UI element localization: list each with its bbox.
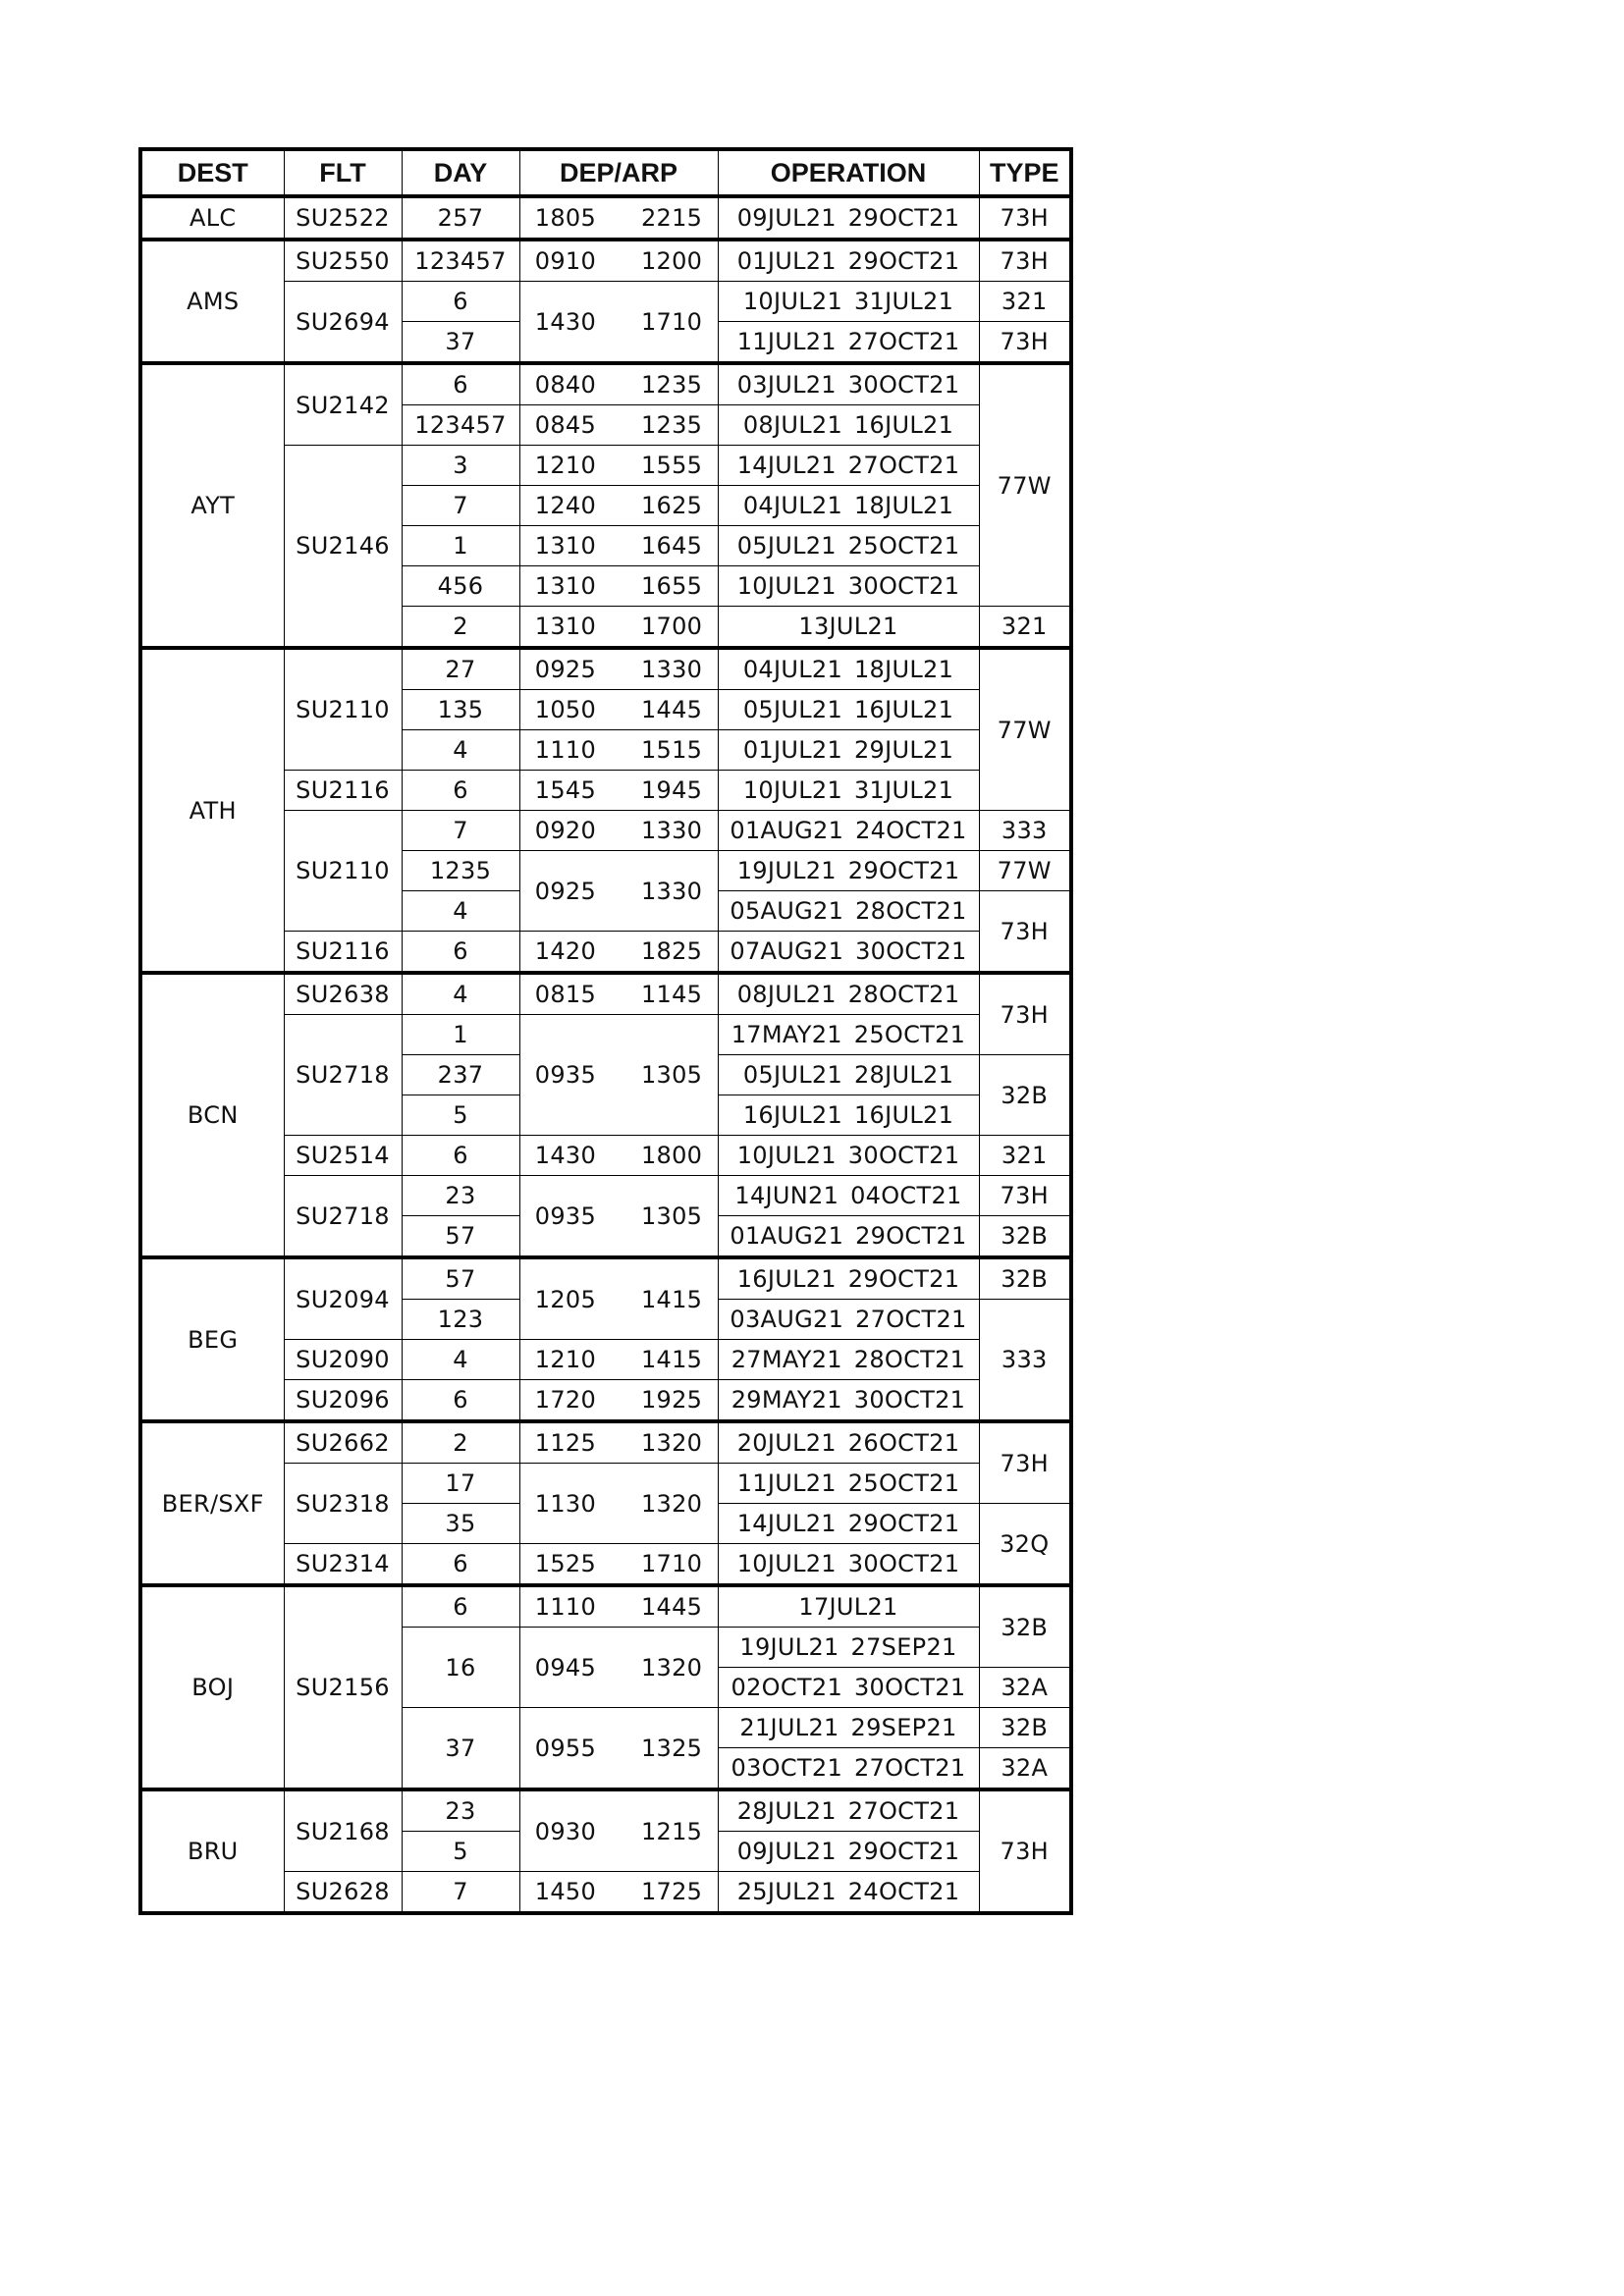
- operation-period-cell: 14JUL21 27OCT21: [718, 446, 979, 486]
- dep-arr-times-cell: 1210 1555: [519, 446, 718, 486]
- table-row: [140, 196, 1071, 240]
- days-cell: 2: [402, 607, 519, 649]
- operation-period-cell: 13JUL21: [718, 607, 979, 649]
- aircraft-type-cell: 32B: [979, 1257, 1071, 1300]
- days-cell: 257: [402, 196, 519, 240]
- column-header-dep-arp: DEP/ARP: [519, 149, 718, 196]
- operation-period-cell: 05JUL21 28JUL21: [718, 1055, 979, 1095]
- operation-period-cell: 19JUL21 29OCT21: [718, 851, 979, 891]
- column-header-dest: DEST: [140, 149, 284, 196]
- days-cell: 6: [402, 282, 519, 322]
- flight-number-cell: SU2638: [284, 973, 402, 1015]
- operation-period-cell: 10JUL21 30OCT21: [718, 566, 979, 607]
- operation-period-cell: 11JUL21 27OCT21: [718, 322, 979, 364]
- days-cell: 7: [402, 1872, 519, 1914]
- column-header-type: TYPE: [979, 149, 1071, 196]
- aircraft-type-cell: 32B: [979, 1216, 1071, 1258]
- dep-arr-times-cell: 1430 1710: [519, 282, 718, 364]
- operation-period-cell: 03JUL21 30OCT21: [718, 363, 979, 405]
- aircraft-type-cell: 73H: [979, 891, 1071, 974]
- days-cell: 6: [402, 1380, 519, 1422]
- dep-arr-times-cell: 1205 1415: [519, 1257, 718, 1340]
- flight-schedule-table: [138, 147, 1073, 1915]
- aircraft-type-cell: 321: [979, 607, 1071, 649]
- flight-number-cell: SU2550: [284, 240, 402, 282]
- days-cell: 35: [402, 1504, 519, 1544]
- operation-period-cell: 27MAY21 28OCT21: [718, 1340, 979, 1380]
- dep-arr-times-cell: 1450 1725: [519, 1872, 718, 1914]
- dep-arr-times-cell: 1110 1445: [519, 1585, 718, 1628]
- dep-arr-times-cell: 1420 1825: [519, 932, 718, 974]
- operation-period-cell: 10JUL21 31JUL21: [718, 282, 979, 322]
- days-cell: 6: [402, 932, 519, 974]
- days-cell: 57: [402, 1257, 519, 1300]
- days-cell: 6: [402, 771, 519, 811]
- days-cell: 6: [402, 363, 519, 405]
- dep-arr-times-cell: 0955 1325: [519, 1708, 718, 1790]
- aircraft-type-cell: 73H: [979, 240, 1071, 282]
- dep-arr-times-cell: 1210 1415: [519, 1340, 718, 1380]
- flight-number-cell: SU2628: [284, 1872, 402, 1914]
- dep-arr-times-cell: 0945 1320: [519, 1628, 718, 1708]
- flight-number-cell: SU2168: [284, 1789, 402, 1872]
- aircraft-type-cell: 73H: [979, 1421, 1071, 1504]
- dest-cell: AYT: [140, 363, 284, 648]
- flight-number-cell: SU2146: [284, 446, 402, 649]
- days-cell: 1: [402, 526, 519, 566]
- operation-period-cell: 04JUL21 18JUL21: [718, 486, 979, 526]
- column-header-flt: FLT: [284, 149, 402, 196]
- days-cell: 123457: [402, 240, 519, 282]
- dep-arr-times-cell: 0840 1235: [519, 363, 718, 405]
- table-row: [140, 363, 1071, 405]
- operation-period-cell: 14JUN21 04OCT21: [718, 1176, 979, 1216]
- table-row: [140, 1421, 1071, 1464]
- operation-period-cell: 01JUL21 29JUL21: [718, 730, 979, 771]
- operation-period-cell: 16JUL21 29OCT21: [718, 1257, 979, 1300]
- aircraft-type-cell: 77W: [979, 648, 1071, 811]
- flight-number-cell: SU2090: [284, 1340, 402, 1380]
- flight-number-cell: SU2718: [284, 1176, 402, 1258]
- days-cell: 3: [402, 446, 519, 486]
- aircraft-type-cell: 32A: [979, 1668, 1071, 1708]
- days-cell: 37: [402, 1708, 519, 1790]
- operation-period-cell: 05JUL21 16JUL21: [718, 690, 979, 730]
- dep-arr-times-cell: 0845 1235: [519, 405, 718, 446]
- aircraft-type-cell: 32A: [979, 1748, 1071, 1790]
- dep-arr-times-cell: 1050 1445: [519, 690, 718, 730]
- days-cell: 23: [402, 1789, 519, 1832]
- aircraft-type-cell: 32Q: [979, 1504, 1071, 1586]
- flight-number-cell: SU2514: [284, 1136, 402, 1176]
- operation-period-cell: 25JUL21 24OCT21: [718, 1872, 979, 1914]
- column-header-operation: OPERATION: [718, 149, 979, 196]
- aircraft-type-cell: 73H: [979, 196, 1071, 240]
- dep-arr-times-cell: 0930 1215: [519, 1789, 718, 1872]
- days-cell: 1: [402, 1015, 519, 1055]
- operation-period-cell: 08JUL21 16JUL21: [718, 405, 979, 446]
- dep-arr-times-cell: 0815 1145: [519, 973, 718, 1015]
- operation-period-cell: 07AUG21 30OCT21: [718, 932, 979, 974]
- dep-arr-times-cell: 1110 1515: [519, 730, 718, 771]
- flight-number-cell: SU2522: [284, 196, 402, 240]
- dep-arr-times-cell: 0920 1330: [519, 811, 718, 851]
- table-row: [140, 1585, 1071, 1628]
- flight-number-cell: SU2094: [284, 1257, 402, 1340]
- aircraft-type-cell: 32B: [979, 1055, 1071, 1136]
- dest-cell: AMS: [140, 240, 284, 363]
- dep-arr-times-cell: 1430 1800: [519, 1136, 718, 1176]
- operation-period-cell: 01AUG21 29OCT21: [718, 1216, 979, 1258]
- days-cell: 6: [402, 1544, 519, 1586]
- operation-period-cell: 21JUL21 29SEP21: [718, 1708, 979, 1748]
- operation-period-cell: 04JUL21 18JUL21: [718, 648, 979, 690]
- operation-period-cell: 05AUG21 28OCT21: [718, 891, 979, 932]
- days-cell: 123: [402, 1300, 519, 1340]
- aircraft-type-cell: 77W: [979, 363, 1071, 607]
- flight-number-cell: SU2718: [284, 1015, 402, 1136]
- days-cell: 4: [402, 891, 519, 932]
- aircraft-type-cell: 32B: [979, 1708, 1071, 1748]
- operation-period-cell: 10JUL21 30OCT21: [718, 1544, 979, 1586]
- dest-cell: BOJ: [140, 1585, 284, 1789]
- dep-arr-times-cell: 0935 1305: [519, 1015, 718, 1136]
- days-cell: 23: [402, 1176, 519, 1216]
- operation-period-cell: 05JUL21 25OCT21: [718, 526, 979, 566]
- aircraft-type-cell: 32B: [979, 1585, 1071, 1668]
- dep-arr-times-cell: 1310 1700: [519, 607, 718, 649]
- flight-number-cell: SU2110: [284, 811, 402, 932]
- days-cell: 4: [402, 730, 519, 771]
- days-cell: 123457: [402, 405, 519, 446]
- days-cell: 7: [402, 486, 519, 526]
- table-row: [140, 648, 1071, 690]
- dep-arr-times-cell: 0925 1330: [519, 648, 718, 690]
- flight-number-cell: SU2116: [284, 771, 402, 811]
- dep-arr-times-cell: 1525 1710: [519, 1544, 718, 1586]
- days-cell: 135: [402, 690, 519, 730]
- days-cell: 57: [402, 1216, 519, 1258]
- days-cell: 4: [402, 1340, 519, 1380]
- operation-period-cell: 08JUL21 28OCT21: [718, 973, 979, 1015]
- table-header: [140, 149, 1071, 196]
- flight-number-cell: SU2662: [284, 1421, 402, 1464]
- operation-period-cell: 11JUL21 25OCT21: [718, 1464, 979, 1504]
- flight-number-cell: SU2314: [284, 1544, 402, 1586]
- days-cell: 37: [402, 322, 519, 364]
- flight-number-cell: SU2096: [284, 1380, 402, 1422]
- operation-period-cell: 19JUL21 27SEP21: [718, 1628, 979, 1668]
- dest-cell: ATH: [140, 648, 284, 973]
- operation-period-cell: 17JUL21: [718, 1585, 979, 1628]
- aircraft-type-cell: 73H: [979, 1789, 1071, 1913]
- operation-period-cell: 29MAY21 30OCT21: [718, 1380, 979, 1422]
- dep-arr-times-cell: 0935 1305: [519, 1176, 718, 1258]
- operation-period-cell: 16JUL21 16JUL21: [718, 1095, 979, 1136]
- dest-cell: BCN: [140, 973, 284, 1257]
- table-row: [140, 1257, 1071, 1300]
- dep-arr-times-cell: 1310 1655: [519, 566, 718, 607]
- dep-arr-times-cell: 0925 1330: [519, 851, 718, 932]
- operation-period-cell: 03AUG21 27OCT21: [718, 1300, 979, 1340]
- flight-number-cell: SU2110: [284, 648, 402, 771]
- aircraft-type-cell: 73H: [979, 322, 1071, 364]
- days-cell: 27: [402, 648, 519, 690]
- dep-arr-times-cell: 1720 1925: [519, 1380, 718, 1422]
- aircraft-type-cell: 321: [979, 1136, 1071, 1176]
- days-cell: 6: [402, 1585, 519, 1628]
- column-header-day: DAY: [402, 149, 519, 196]
- aircraft-type-cell: 321: [979, 282, 1071, 322]
- dep-arr-times-cell: 1125 1320: [519, 1421, 718, 1464]
- operation-period-cell: 01AUG21 24OCT21: [718, 811, 979, 851]
- days-cell: 7: [402, 811, 519, 851]
- dest-cell: ALC: [140, 196, 284, 240]
- operation-period-cell: 10JUL21 31JUL21: [718, 771, 979, 811]
- table-row: [140, 1789, 1071, 1832]
- operation-period-cell: 09JUL21 29OCT21: [718, 196, 979, 240]
- dest-cell: BEG: [140, 1257, 284, 1421]
- aircraft-type-cell: 73H: [979, 1176, 1071, 1216]
- header-row: [140, 149, 1071, 196]
- dep-arr-times-cell: 1545 1945: [519, 771, 718, 811]
- days-cell: 17: [402, 1464, 519, 1504]
- dep-arr-times-cell: 1240 1625: [519, 486, 718, 526]
- dest-cell: BRU: [140, 1789, 284, 1913]
- table-row: [140, 973, 1071, 1015]
- operation-period-cell: 01JUL21 29OCT21: [718, 240, 979, 282]
- days-cell: 5: [402, 1095, 519, 1136]
- dep-arr-times-cell: 1130 1320: [519, 1464, 718, 1544]
- days-cell: 4: [402, 973, 519, 1015]
- operation-period-cell: 14JUL21 29OCT21: [718, 1504, 979, 1544]
- days-cell: 5: [402, 1832, 519, 1872]
- flight-number-cell: SU2694: [284, 282, 402, 364]
- days-cell: 6: [402, 1136, 519, 1176]
- operation-period-cell: 28JUL21 27OCT21: [718, 1789, 979, 1832]
- table-body: [140, 196, 1071, 1913]
- flight-number-cell: SU2116: [284, 932, 402, 974]
- days-cell: 2: [402, 1421, 519, 1464]
- dep-arr-times-cell: 0910 1200: [519, 240, 718, 282]
- days-cell: 237: [402, 1055, 519, 1095]
- operation-period-cell: 17MAY21 25OCT21: [718, 1015, 979, 1055]
- dest-cell: BER/SXF: [140, 1421, 284, 1585]
- dep-arr-times-cell: 1310 1645: [519, 526, 718, 566]
- flight-number-cell: SU2142: [284, 363, 402, 446]
- days-cell: 456: [402, 566, 519, 607]
- table-row: [140, 240, 1071, 282]
- operation-period-cell: 09JUL21 29OCT21: [718, 1832, 979, 1872]
- days-cell: 16: [402, 1628, 519, 1708]
- operation-period-cell: 03OCT21 27OCT21: [718, 1748, 979, 1790]
- operation-period-cell: 10JUL21 30OCT21: [718, 1136, 979, 1176]
- days-cell: 1235: [402, 851, 519, 891]
- flight-number-cell: SU2156: [284, 1585, 402, 1789]
- dep-arr-times-cell: 1805 2215: [519, 196, 718, 240]
- aircraft-type-cell: 73H: [979, 973, 1071, 1055]
- operation-period-cell: 20JUL21 26OCT21: [718, 1421, 979, 1464]
- aircraft-type-cell: 333: [979, 811, 1071, 851]
- flight-number-cell: SU2318: [284, 1464, 402, 1544]
- aircraft-type-cell: 77W: [979, 851, 1071, 891]
- operation-period-cell: 02OCT21 30OCT21: [718, 1668, 979, 1708]
- aircraft-type-cell: 333: [979, 1300, 1071, 1422]
